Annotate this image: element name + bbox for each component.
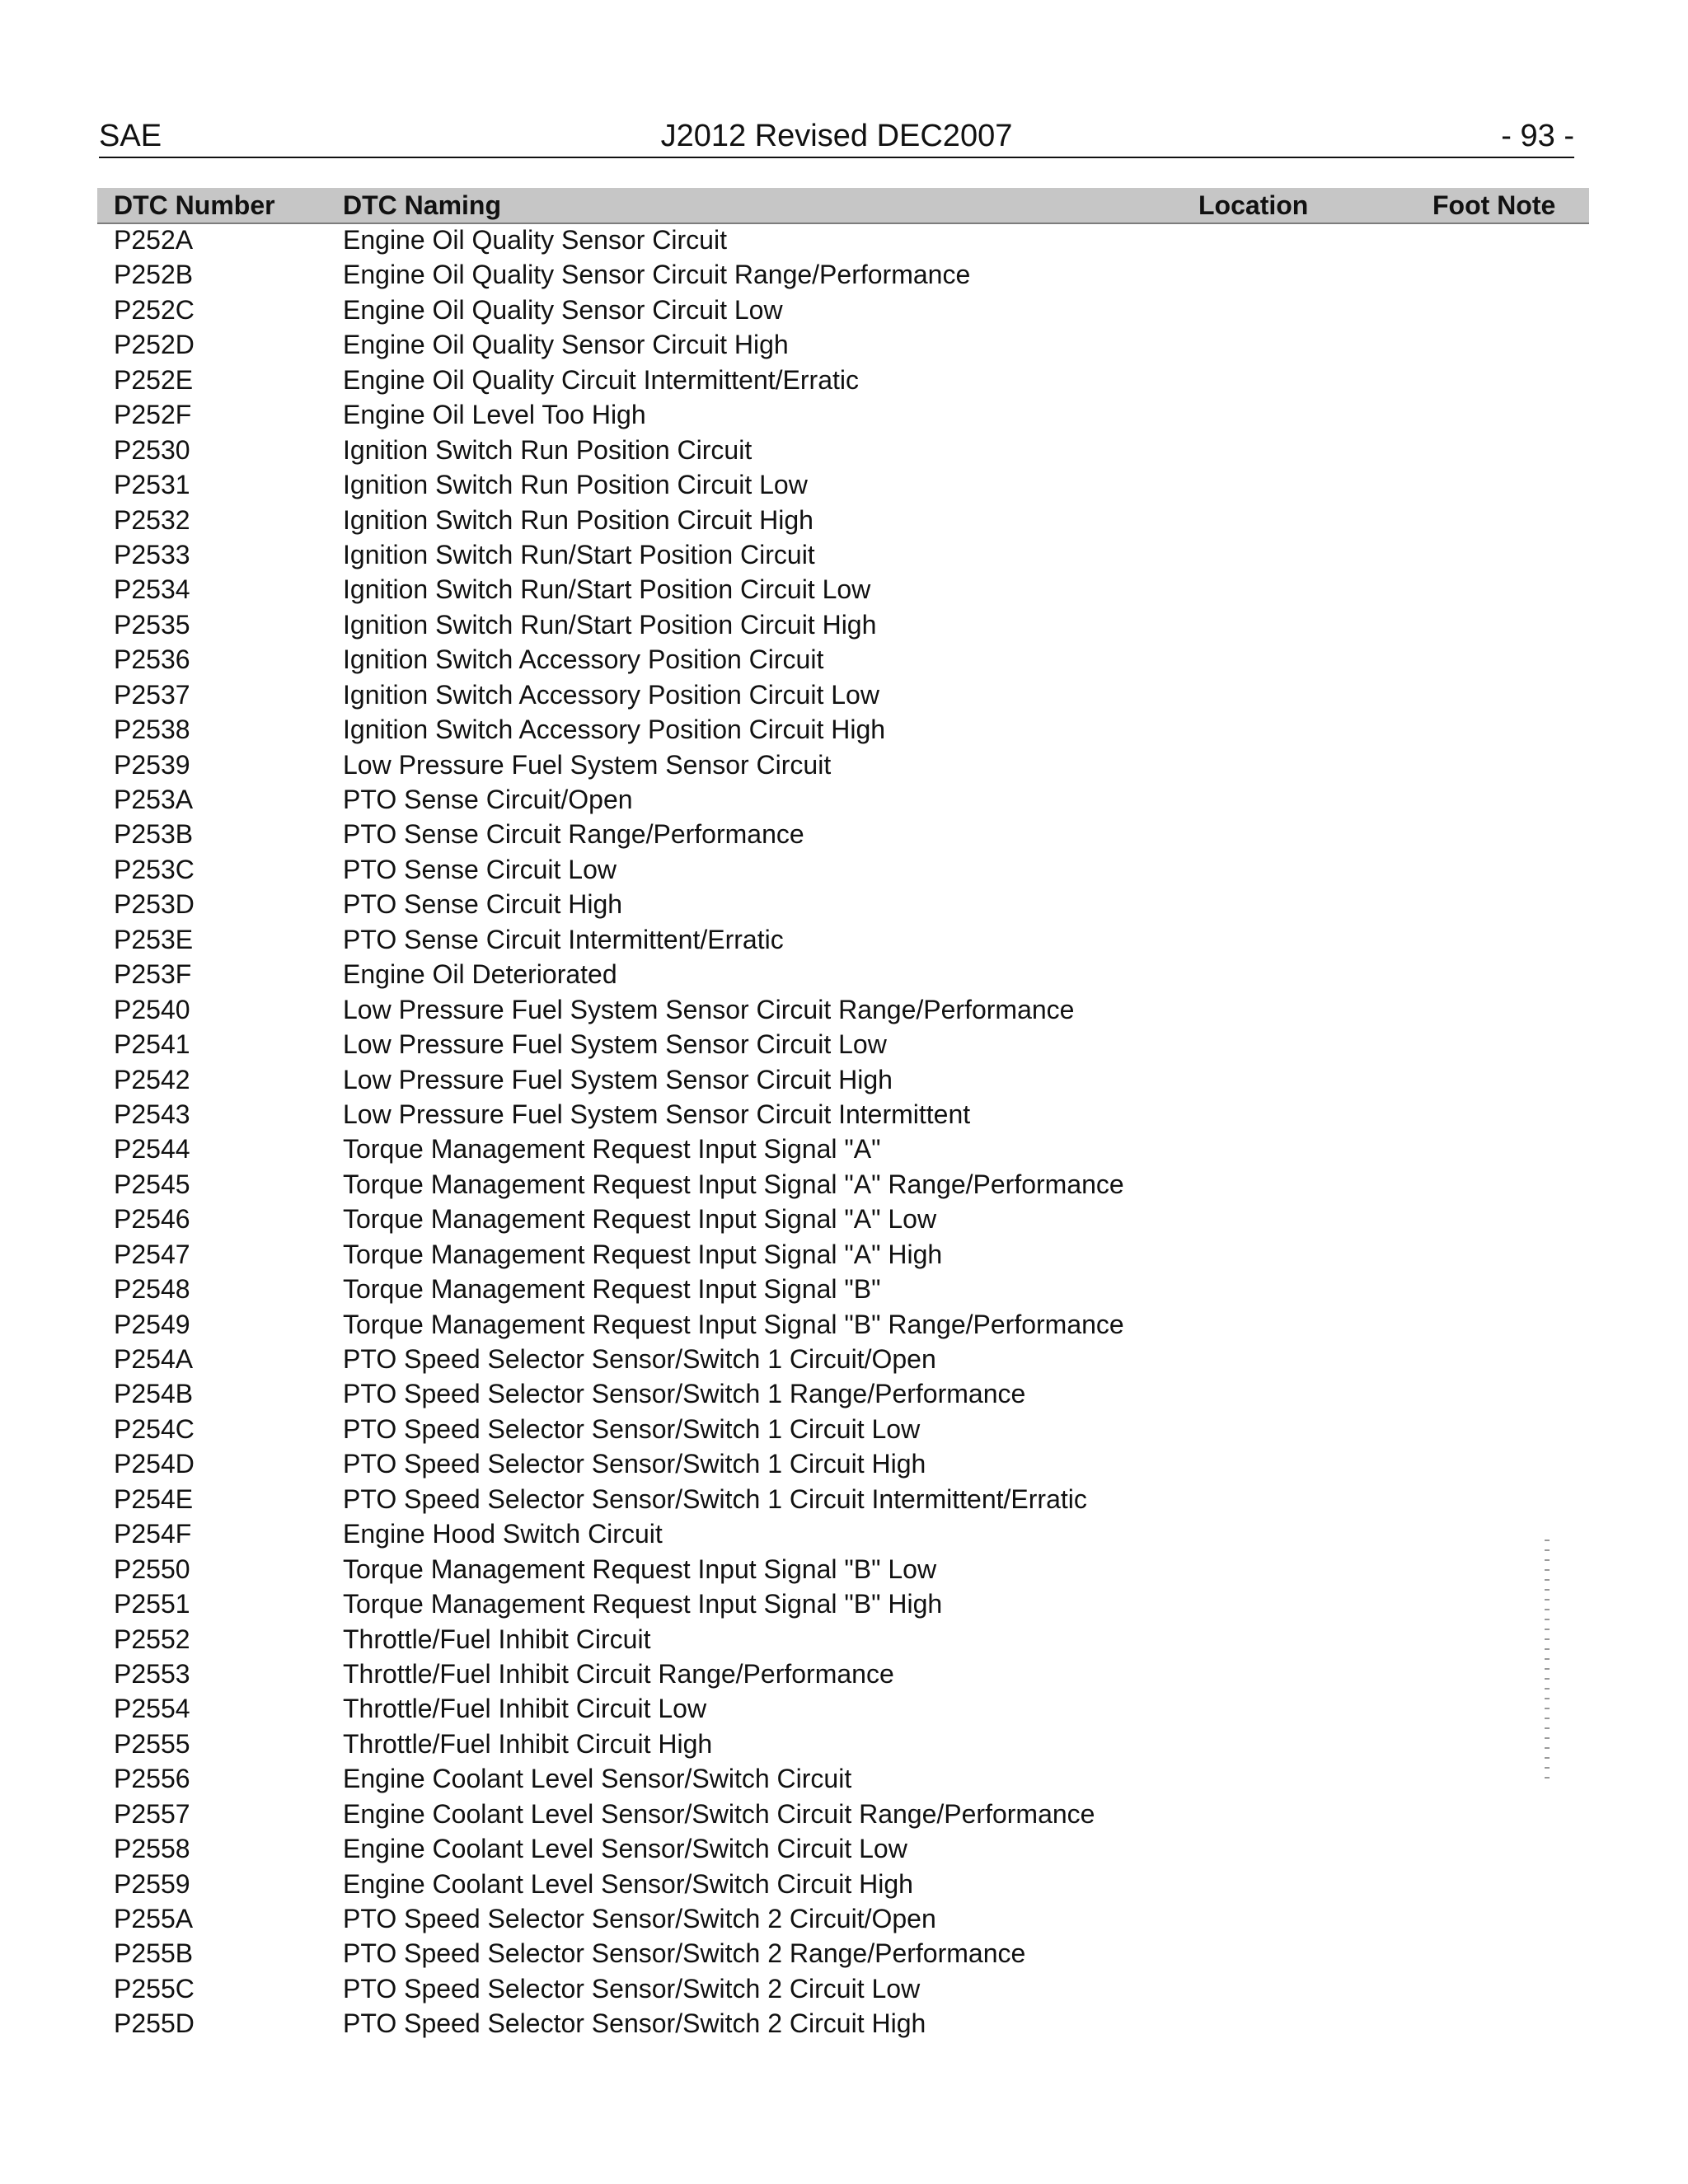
dtc-code: P2533 [114, 539, 190, 569]
column-header-dtc-naming: DTC Naming [343, 190, 501, 220]
dtc-code: P2539 [114, 749, 190, 780]
dtc-code: P254D [114, 1449, 195, 1479]
column-header-dtc-number: DTC Number [114, 190, 275, 220]
dtc-code: P2552 [114, 1624, 190, 1654]
table-row [97, 1376, 1589, 1411]
dtc-description: Ignition Switch Run Position Circuit Low [343, 470, 808, 500]
table-row [97, 1027, 1589, 1062]
table-row [97, 1062, 1589, 1097]
dtc-description: Ignition Switch Run/Start Position Circuit Low [343, 574, 871, 605]
table-row [97, 1307, 1589, 1342]
header-publisher: SAE [99, 119, 162, 153]
dtc-description: PTO Speed Selector Sensor/Switch 1 Range/Performance [343, 1379, 1026, 1409]
dtc-code: P254F [114, 1519, 192, 1549]
dtc-description: Torque Management Request Input Signal "A" [343, 1134, 881, 1165]
header-page-number: - 93 - [1501, 119, 1574, 153]
dtc-description: Low Pressure Fuel System Sensor Circuit High [343, 1064, 893, 1094]
dtc-code: P255A [114, 1904, 194, 1933]
dtc-description: Low Pressure Fuel System Sensor Circuit Range/Performance [343, 994, 1075, 1024]
table-row [97, 748, 1589, 782]
dtc-code: P2541 [114, 1029, 190, 1060]
dtc-description: Engine Oil Quality Sensor Circuit Range/Performance [343, 260, 971, 290]
table-row [97, 1761, 1589, 1796]
dtc-description: Ignition Switch Accessory Position Circuit Low [343, 679, 879, 710]
dtc-code: P2536 [114, 644, 190, 675]
dtc-description: PTO Speed Selector Sensor/Switch 1 Circuit Intermittent/Erratic [343, 1483, 1087, 1514]
dtc-description: PTO Speed Selector Sensor/Switch 1 Circuit High [343, 1449, 926, 1479]
dtc-description: PTO Sense Circuit Low [343, 854, 617, 884]
dtc-code: P2537 [114, 679, 190, 710]
dtc-code: P2547 [114, 1239, 190, 1269]
dtc-code: P2540 [114, 994, 190, 1024]
dtc-code: P252D [114, 330, 195, 360]
table-row [97, 503, 1589, 537]
dtc-code: P2545 [114, 1169, 190, 1199]
dtc-code: P2550 [114, 1554, 190, 1584]
dtc-description: Ignition Switch Run Position Circuit High [343, 504, 814, 535]
dtc-description: Ignition Switch Accessory Position Circuit [343, 644, 824, 675]
dtc-code: P254C [114, 1413, 195, 1444]
table-row [97, 1516, 1589, 1551]
table-row [97, 1202, 1589, 1236]
dtc-description: Engine Coolant Level Sensor/Switch Circuit [343, 1764, 852, 1794]
dtc-code: P2542 [114, 1064, 190, 1094]
dtc-description: Ignition Switch Accessory Position Circuit High [343, 715, 886, 745]
dtc-description: Torque Management Request Input Signal "A" Range/Performance [343, 1169, 1124, 1199]
dtc-description: Ignition Switch Run/Start Position Circuit High [343, 609, 877, 640]
dtc-code: P253B [114, 819, 194, 850]
table-row [97, 1097, 1589, 1132]
table-row [97, 887, 1589, 921]
dtc-code: P2549 [114, 1309, 190, 1339]
table-row [97, 1936, 1589, 1971]
table-row [97, 677, 1589, 712]
dtc-code: P252C [114, 294, 195, 325]
dtc-code: P254B [114, 1379, 194, 1409]
dtc-description: Engine Oil Quality Circuit Intermittent/Erratic [343, 364, 859, 395]
table-row [97, 1552, 1589, 1586]
dtc-code: P2546 [114, 1204, 190, 1235]
scan-margin-marks [1545, 1540, 1550, 1787]
dtc-code: P2543 [114, 1099, 190, 1129]
table-row [97, 817, 1589, 851]
dtc-description: PTO Sense Circuit Range/Performance [343, 819, 804, 850]
dtc-description: Torque Management Request Input Signal "B" Low [343, 1554, 937, 1584]
table-row [97, 1622, 1589, 1657]
table-row [97, 642, 1589, 677]
table-row [97, 1797, 1589, 1831]
table-row [97, 1691, 1589, 1726]
table-row [97, 992, 1589, 1027]
dtc-code: P2531 [114, 470, 190, 500]
table-row [97, 1831, 1589, 1866]
dtc-description: Ignition Switch Run/Start Position Circuit [343, 539, 815, 569]
dtc-description: Torque Management Request Input Signal "B" Range/Performance [343, 1309, 1124, 1339]
dtc-code: P2530 [114, 434, 190, 465]
dtc-code: P254E [114, 1483, 194, 1514]
dtc-code: P253E [114, 924, 194, 954]
table-row [97, 293, 1589, 327]
table-row [97, 1412, 1589, 1446]
dtc-description: Throttle/Fuel Inhibit Circuit Low [343, 1694, 707, 1724]
dtc-description: Engine Oil Level Too High [343, 400, 646, 430]
dtc-description: Engine Hood Switch Circuit [343, 1519, 663, 1549]
dtc-code: P2538 [114, 715, 190, 745]
page-header [99, 115, 1574, 158]
dtc-description: PTO Speed Selector Sensor/Switch 2 Range/Performance [343, 1938, 1026, 1969]
dtc-description: PTO Sense Circuit/Open [343, 785, 633, 814]
dtc-code: P253F [114, 959, 192, 990]
table-row [97, 1132, 1589, 1166]
dtc-description: Torque Management Request Input Signal "A" High [343, 1239, 943, 1269]
dtc-code: P252A [114, 225, 194, 255]
dtc-code: P2544 [114, 1134, 190, 1165]
dtc-code: P2551 [114, 1589, 190, 1619]
dtc-code: P2559 [114, 1868, 190, 1899]
table-row [97, 223, 1589, 257]
dtc-code: P253D [114, 889, 195, 920]
dtc-code: P2534 [114, 574, 190, 605]
dtc-description: Torque Management Request Input Signal "B" [343, 1274, 881, 1305]
dtc-code: P252B [114, 260, 194, 290]
dtc-code: P255B [114, 1938, 194, 1969]
dtc-code: P253C [114, 854, 195, 884]
dtc-description: Engine Oil Quality Sensor Circuit [343, 225, 727, 255]
dtc-description: Low Pressure Fuel System Sensor Circuit Intermittent [343, 1099, 971, 1129]
table-row [97, 363, 1589, 397]
table-header-row [97, 188, 1589, 224]
dtc-description: Engine Oil Quality Sensor Circuit High [343, 330, 789, 360]
table-row [97, 1971, 1589, 2006]
table-row [97, 1237, 1589, 1272]
table-row [97, 1586, 1589, 1621]
dtc-description: PTO Speed Selector Sensor/Switch 2 Circuit/Open [343, 1904, 936, 1933]
dtc-description: Engine Oil Deteriorated [343, 959, 617, 990]
table-row [97, 1657, 1589, 1691]
dtc-code: P252F [114, 400, 192, 430]
table-row [97, 572, 1589, 607]
table-row [97, 467, 1589, 502]
dtc-description: Low Pressure Fuel System Sensor Circuit [343, 749, 832, 780]
column-header-location: Location [1198, 190, 1309, 220]
dtc-code: P2553 [114, 1658, 190, 1689]
dtc-description: Engine Oil Quality Sensor Circuit Low [343, 294, 783, 325]
dtc-code: P2556 [114, 1764, 190, 1794]
dtc-description: Engine Coolant Level Sensor/Switch Circuit Range/Performance [343, 1798, 1095, 1829]
dtc-code: P2555 [114, 1728, 190, 1759]
table-row [97, 1867, 1589, 1901]
dtc-code: P255D [114, 2008, 195, 2039]
dtc-table-body [97, 223, 1589, 2041]
dtc-code: P255C [114, 1973, 195, 2004]
table-row [97, 1167, 1589, 1202]
dtc-description: Throttle/Fuel Inhibit Circuit Range/Performance [343, 1658, 894, 1689]
dtc-description: PTO Speed Selector Sensor/Switch 2 Circuit High [343, 2008, 926, 2039]
table-row [97, 1342, 1589, 1376]
table-row [97, 1446, 1589, 1481]
table-row [97, 537, 1589, 572]
dtc-code: P2558 [114, 1834, 190, 1864]
table-row [97, 397, 1589, 432]
dtc-description: PTO Sense Circuit Intermittent/Erratic [343, 924, 784, 954]
dtc-code: P253A [114, 785, 194, 814]
dtc-description: Torque Management Request Input Signal "A" Low [343, 1204, 937, 1235]
table-row [97, 2006, 1589, 2041]
table-row [97, 852, 1589, 887]
dtc-description: PTO Speed Selector Sensor/Switch 2 Circuit Low [343, 1973, 921, 2004]
table-row [97, 257, 1589, 292]
dtc-description: Throttle/Fuel Inhibit Circuit High [343, 1728, 713, 1759]
dtc-code: P252E [114, 364, 194, 395]
dtc-description: Low Pressure Fuel System Sensor Circuit Low [343, 1029, 887, 1060]
dtc-code: P2535 [114, 609, 190, 640]
dtc-code: P2554 [114, 1694, 190, 1724]
table-row [97, 957, 1589, 991]
dtc-description: Engine Coolant Level Sensor/Switch Circuit High [343, 1868, 913, 1899]
dtc-code: P2532 [114, 504, 190, 535]
table-row [97, 327, 1589, 362]
dtc-description: PTO Speed Selector Sensor/Switch 1 Circuit Low [343, 1413, 921, 1444]
dtc-description: Torque Management Request Input Signal "B" High [343, 1589, 943, 1619]
table-row [97, 782, 1589, 817]
dtc-description: Throttle/Fuel Inhibit Circuit [343, 1624, 651, 1654]
table-row [97, 1482, 1589, 1516]
table-row [97, 922, 1589, 957]
table-row [97, 1272, 1589, 1306]
dtc-description: Engine Coolant Level Sensor/Switch Circuit Low [343, 1834, 907, 1864]
table-row [97, 607, 1589, 642]
dtc-description: Ignition Switch Run Position Circuit [343, 434, 753, 465]
column-header-foot-note: Foot Note [1432, 190, 1556, 220]
header-document-title: J2012 Revised DEC2007 [660, 119, 1013, 153]
table-row [97, 1901, 1589, 1936]
dtc-code: P2548 [114, 1274, 190, 1305]
dtc-code: P254A [114, 1344, 194, 1374]
dtc-description: PTO Sense Circuit High [343, 889, 623, 920]
dtc-code: P2557 [114, 1798, 190, 1829]
table-row [97, 712, 1589, 747]
table-row [97, 433, 1589, 467]
table-row [97, 1727, 1589, 1761]
dtc-description: PTO Speed Selector Sensor/Switch 1 Circuit/Open [343, 1344, 936, 1374]
